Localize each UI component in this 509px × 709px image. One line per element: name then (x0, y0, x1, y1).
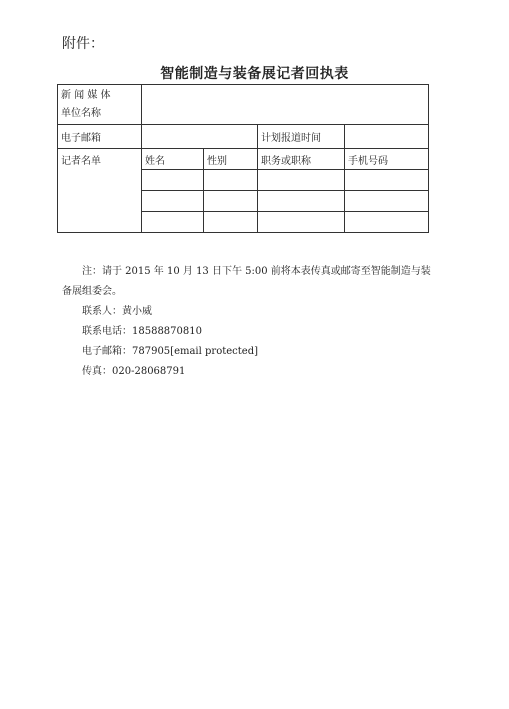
reporter-gender-cell[interactable] (204, 191, 258, 212)
reporter-gender-cell[interactable] (204, 170, 258, 191)
reporter-gender-cell[interactable] (204, 212, 258, 233)
column-header-mobile: 手机号码 (345, 149, 429, 170)
deadline-note: 注：请于 2015 年 10 月 13 日下午 5:00 前将本表传真或邮寄至智能制造与装 (82, 266, 431, 277)
deadline-note-continued: 备展组委会。 (62, 286, 122, 297)
attachment-label: 附件： (62, 36, 104, 52)
contact-fax: 传真：020-28068791 (82, 366, 186, 377)
reporter-position-cell[interactable] (258, 191, 345, 212)
email-label: 电子邮箱 (58, 125, 142, 149)
reporter-name-cell[interactable] (142, 212, 204, 233)
media-value-cell[interactable] (142, 85, 429, 125)
reporter-mobile-cell[interactable] (345, 212, 429, 233)
reporter-position-cell[interactable] (258, 170, 345, 191)
arrival-time-label: 计划报道时间 (258, 125, 345, 149)
notes-section (62, 262, 442, 382)
column-header-position: 职务或职称 (258, 149, 345, 170)
email-row (58, 125, 429, 149)
reporter-name-cell[interactable] (142, 170, 204, 191)
reporter-mobile-cell[interactable] (345, 170, 429, 191)
media-label-line2: 单位名称 (61, 108, 101, 119)
media-row (58, 85, 429, 125)
contact-person: 联系人：黄小威 (82, 306, 152, 317)
column-header-gender: 性别 (204, 149, 258, 170)
arrival-time-value-cell[interactable] (345, 125, 429, 149)
reporter-reply-table (57, 84, 429, 233)
media-label-cell (58, 85, 142, 125)
email-value-cell[interactable] (142, 125, 258, 149)
media-label-line1: 新 闻 媒 体 (61, 90, 111, 101)
reporter-list-label: 记者名单 (58, 149, 142, 233)
column-header-name: 姓名 (142, 149, 204, 170)
reporter-mobile-cell[interactable] (345, 191, 429, 212)
contact-phone: 联系电话：18588870810 (82, 326, 202, 337)
form-title: 智能制造与装备展记者回执表 (160, 66, 349, 82)
reporter-header-row (58, 149, 429, 170)
contact-email: 电子邮箱：787905[email protected] (82, 346, 258, 357)
reporter-position-cell[interactable] (258, 212, 345, 233)
reporter-name-cell[interactable] (142, 191, 204, 212)
